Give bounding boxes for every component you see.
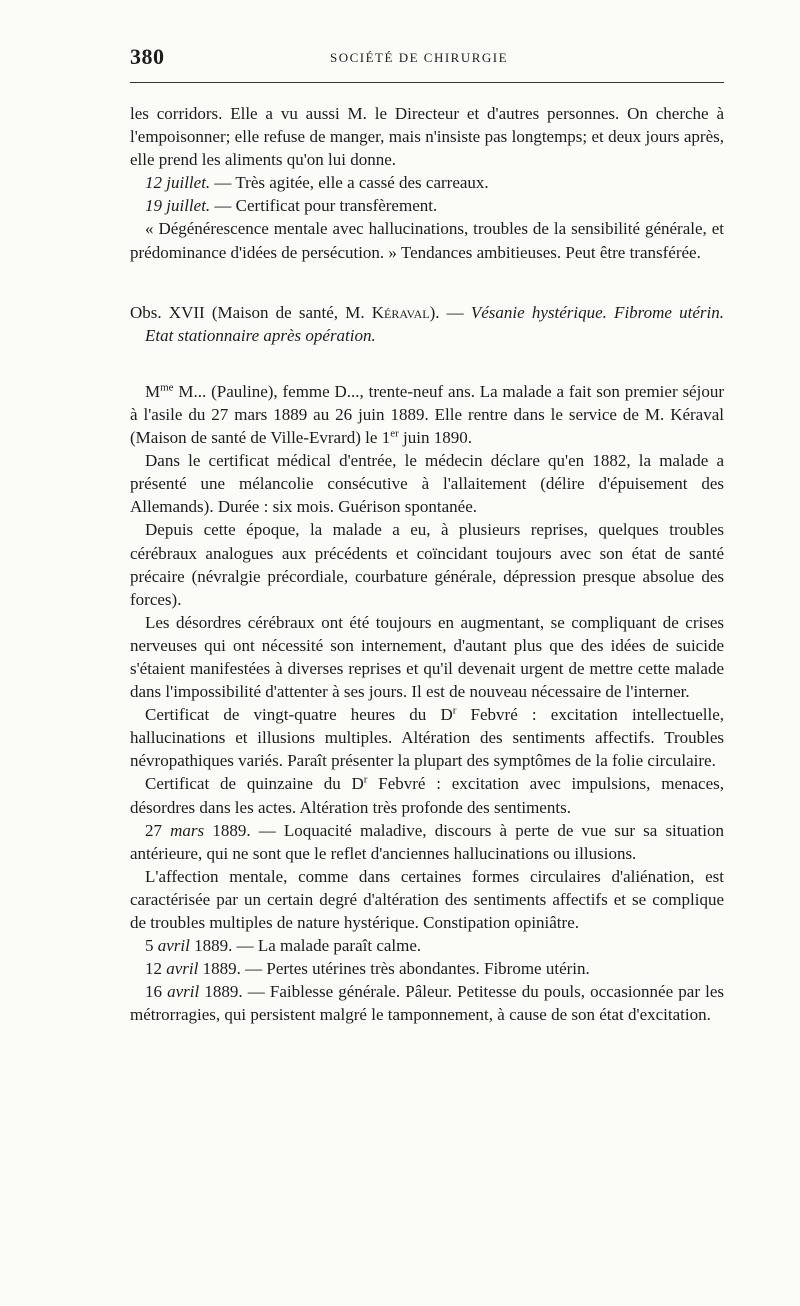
observation-heading [130,301,724,347]
entry-text: 1889. — La malade paraît calme. [189,936,422,956]
paragraph-corridors: les corridors. Elle a vu aussi M. le Directeur et d'autres personnes. On cherche à l'empoisonner; elle refuse de manger, mais n'insiste pas longtemps; et deux jours après, elle prend les aliments qu'on lui donne. [130,104,724,170]
page-header [130,44,724,74]
page-number: 380 [130,44,165,69]
body-text [130,102,724,1026]
paragraph-patient-intro [130,380,724,449]
entry-text: — Très agitée, elle a cassé des carreaux. [210,173,489,193]
text-run: M [145,381,161,401]
paragraph-entry-certificate: Dans le certificat médical d'entrée, le médecin déclare qu'en 1882, la malade a présenté une mélancolie consécutive à l'allaitement (délire d'épuisement des Allemands). Durée : six mois. Guérison spontanée. [130,451,724,517]
superscript: me [160,381,174,394]
text-run: juin 1890. [398,428,472,448]
entry-16-avril [130,980,724,1026]
paragraph-24h-certificate [130,703,724,772]
entry-date: 12 juillet. [145,173,211,193]
entry-5-avril [130,934,724,957]
observation-doctor: Kéraval [371,302,430,322]
running-head: SOCIÉTÉ DE CHIRURGIE [330,50,509,65]
entry-text: 1889. — Pertes utérines très abondantes. Fibrome utérin. [198,959,590,979]
entry-month: mars [170,820,205,840]
section-gap [130,347,724,380]
entry-day: 5 [145,936,158,956]
superscript: er [390,427,399,440]
text-run: Febvré : excitation intellectuelle, hallucinations et illusions multiples. Altération des sentiments affectifs. Troubles névropathiques variés. Paraît présenter la plupart des symptômes de la folie circulaire. [130,705,724,771]
paragraph-disorders: Les désordres cérébraux ont été toujours en augmentant, se compliquant de crises nerveuses qui ont nécessité son internement, d'autant plus que des idées de suicide s'étaient manifestées à diverses reprises et qu'il devenait urgent de mettre cette malade dans l'impossibilité d'attenter à ses jours. Il est de nouveau nécessaire de l'interner. [130,612,724,702]
entry-day: 12 [145,959,167,979]
paragraph-mental-affection: L'affection mentale, comme dans certaines formes circulaires d'aliénation, est caractérisée par un certain degré d'altération des sentiments affectifs et se complique de troubles multiples de nature hystérique. Constipation opiniâtre. [130,866,724,932]
observation-label: Obs. XVII (Maison de santé, M. [130,302,372,322]
entry-month: avril [166,959,199,979]
entry-text: 1889. — Loquacité maladive, discours à perte de vue sur sa situation antérieure, qui ne sont que le reflet d'anciennes hallucinations ou illusions. [130,820,724,863]
header-rule [130,82,724,83]
paragraph-since-then: Depuis cette époque, la malade a eu, à plusieurs reprises, quelques troubles cérébraux analogues aux précédents et coïncidant toujours avec son état de santé précaire (névralgie précordiale, courbature générale, dépression presque absolue des forces). [130,520,724,609]
text-run: Febvré : excitation avec impulsions, menaces, désordres dans les actes. Altération très profonde des sentiments. [130,774,724,817]
entry-month: avril [167,982,200,1002]
observation-label-end: ). — [429,302,471,322]
entry-month: avril [157,936,190,956]
section-gap [130,264,724,301]
entry-12-juillet [130,171,724,194]
entry-12-avril [130,957,724,980]
entry-day: 16 [145,982,168,1002]
paragraph-certificate-quote: « Dégénérescence mentale avec hallucinations, troubles de la sensibilité générale, et prédominance d'idées de persécution. » Tendances ambitieuses. Peut être transférée. [130,219,724,262]
entry-19-juillet [130,194,724,217]
superscript: r [363,773,368,786]
text-run: M... (Pauline), femme D..., trente-neuf ans. La malade a fait son premier séjour à l'asile du 27 mars 1889 au 26 juin 1889. Elle rentre dans le service de M. Kéraval (Maison de santé de Ville-Evrard) le 1 [130,381,724,448]
entry-text: 1889. — Faiblesse générale. Pâleur. Petitesse du pouls, occasionnée par les métrorragies, qui persistent malgré le tamponnement, à cause de son état d'excitation. [130,982,724,1025]
superscript: r [452,704,457,717]
entry-day: 27 [145,820,171,840]
text-run: Certificat de vingt-quatre heures du D [145,705,453,725]
observation-title: Vésanie hystérique. Fibrome utérin. Etat stationnaire après opération. [145,302,724,345]
entry-text: — Certificat pour transfèrement. [210,196,438,216]
entry-27-mars [130,819,724,865]
paragraph-fortnight-certificate [130,772,724,818]
entry-date: 19 juillet. [145,196,211,216]
text-run: Certificat de quinzaine du D [145,774,364,794]
